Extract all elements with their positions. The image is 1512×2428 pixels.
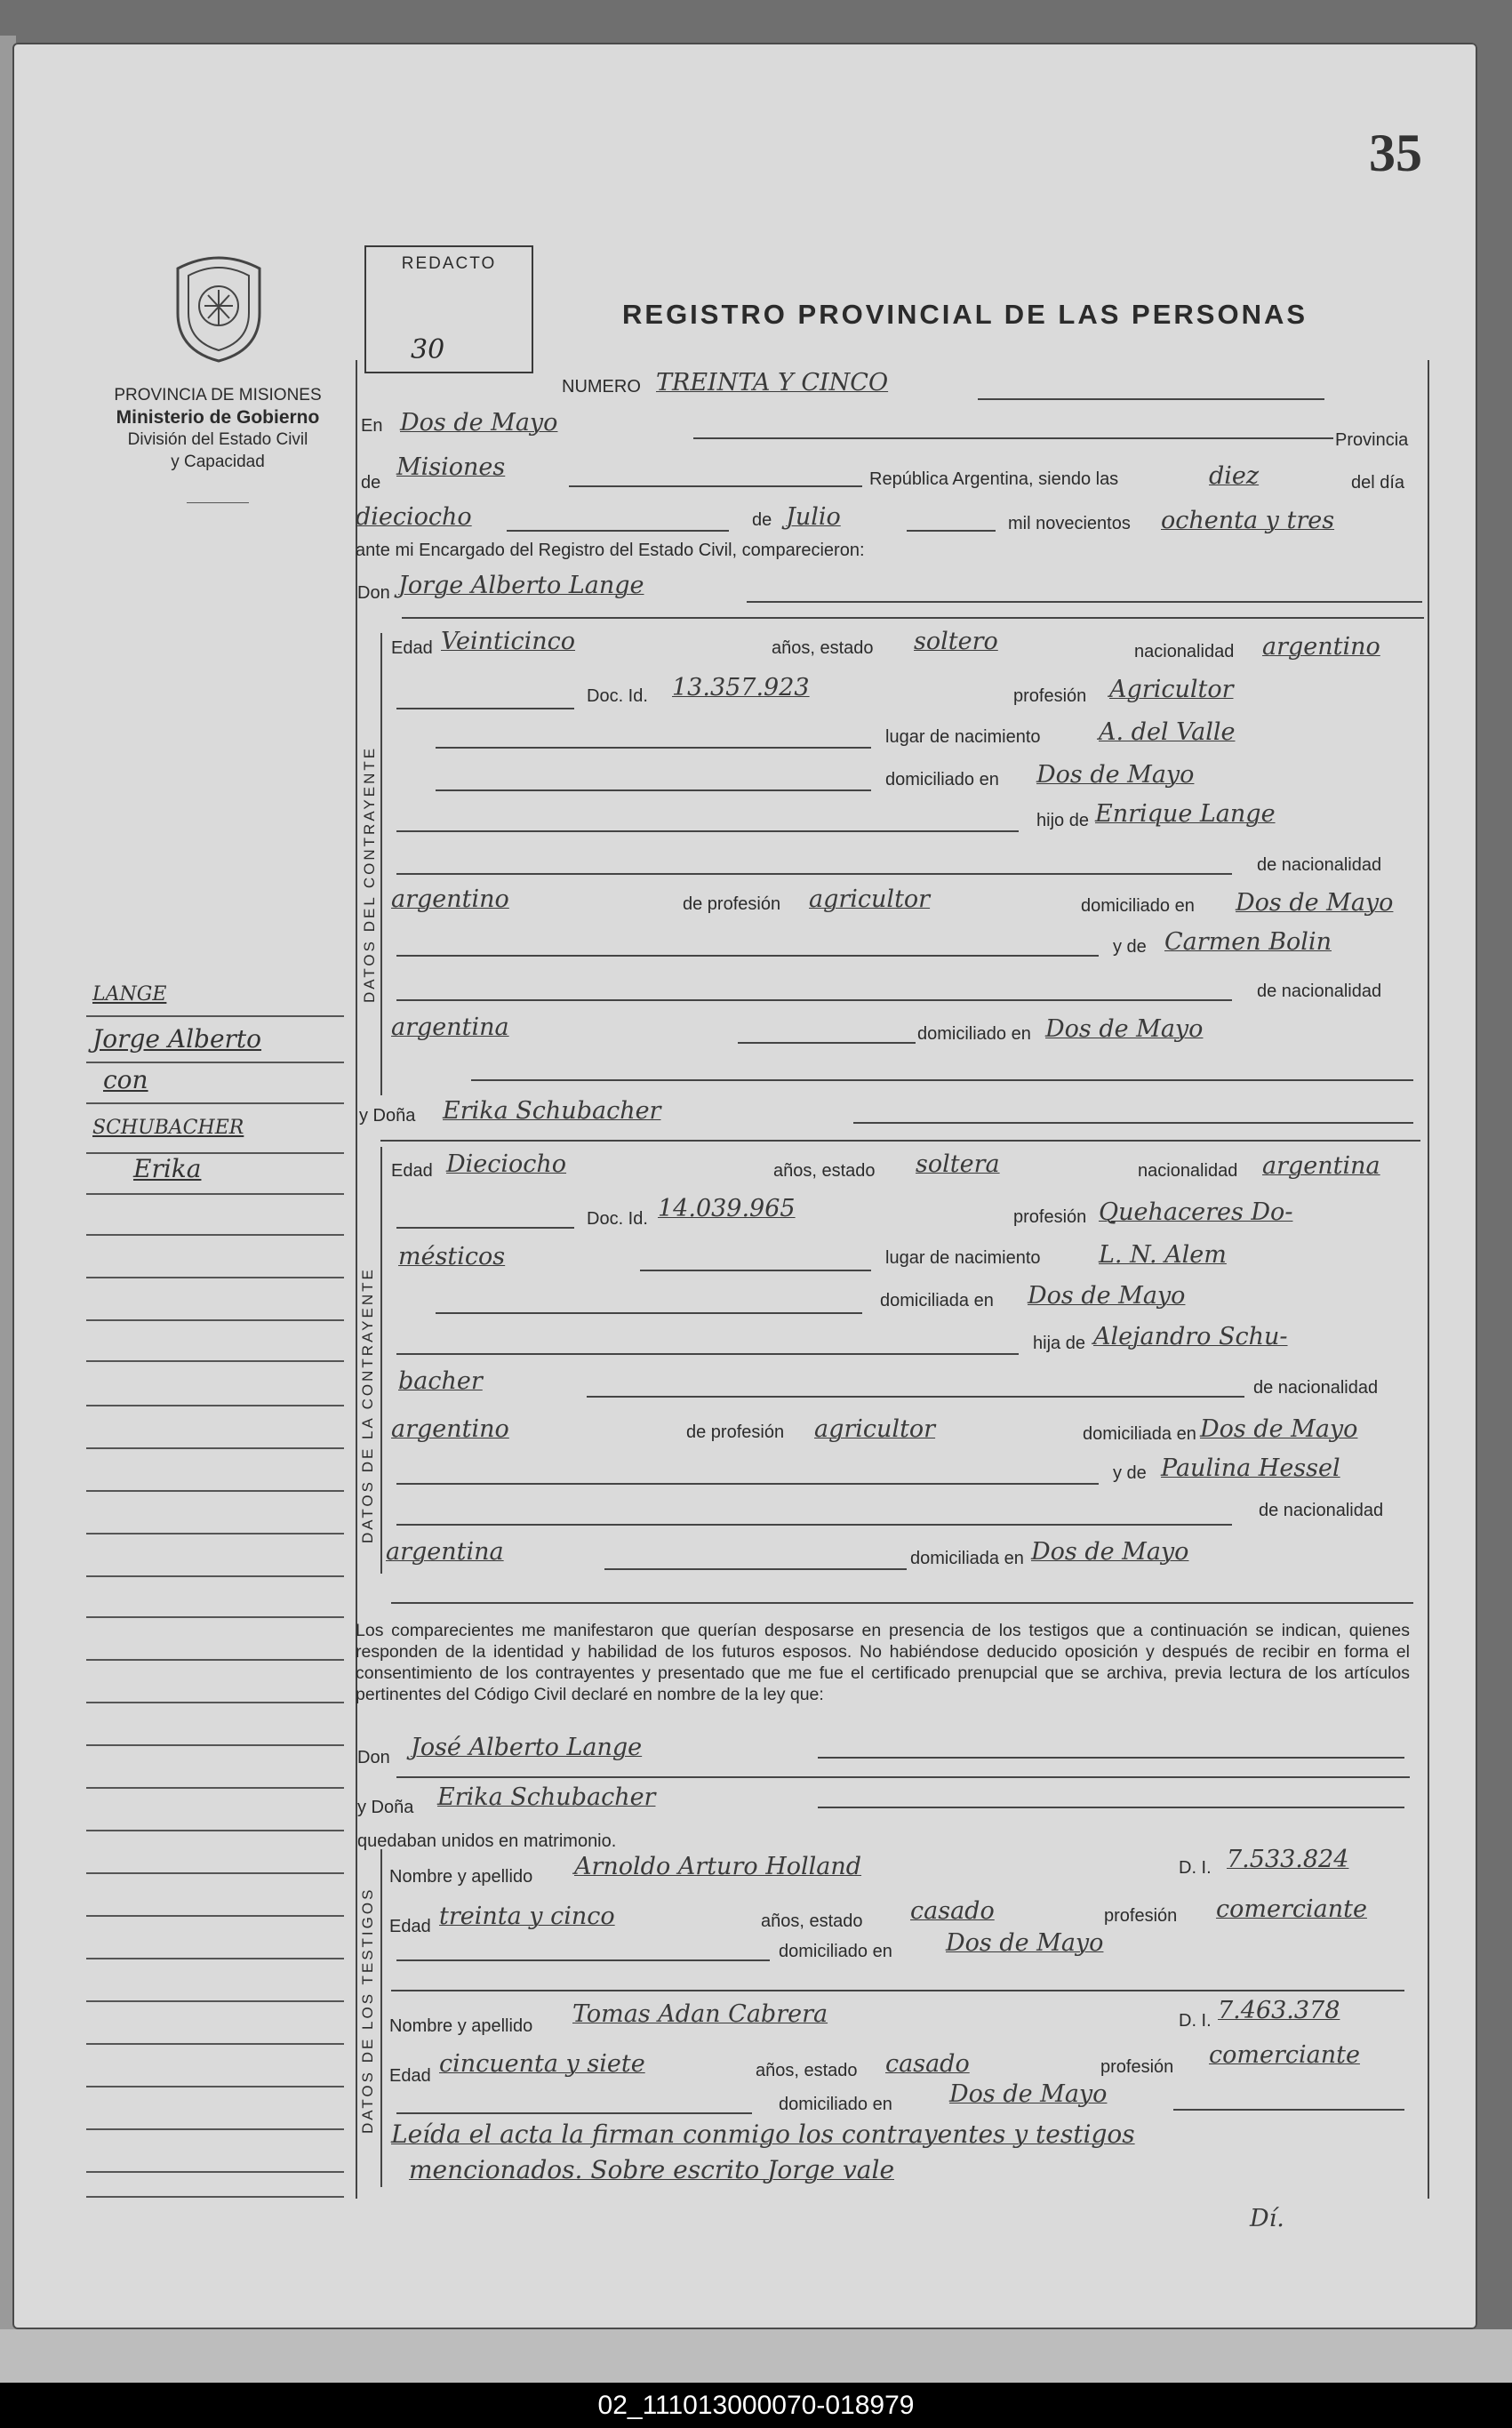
- anio-value: ochenta y tres: [1161, 507, 1335, 534]
- provincia-label: Provincia: [1335, 430, 1409, 450]
- profesion2-cont-value: mésticos: [398, 1243, 506, 1270]
- rule: [396, 1524, 1232, 1526]
- t2-estado-value: casado: [885, 2050, 970, 2078]
- rule: [693, 437, 1333, 439]
- t2-prof-label: profesión: [1100, 2057, 1174, 2077]
- rule: [818, 1807, 1404, 1808]
- padre2-prof-value: agricultor: [814, 1415, 936, 1443]
- estado-value: soltero: [914, 628, 998, 655]
- don-value: Jorge Alberto Lange: [398, 572, 644, 599]
- rule: [436, 1312, 862, 1314]
- t1-edad-label: Edad: [389, 1917, 431, 1936]
- corner-note: Dí.: [1250, 2205, 1284, 2232]
- t1-prof-value: comerciante: [1216, 1895, 1367, 1923]
- en-value: Dos de Mayo: [400, 409, 558, 437]
- t2-di-value: 7.463.378: [1218, 1997, 1340, 2024]
- madre-dom-label: domiciliado en: [917, 1024, 1031, 1044]
- nacionalidad2-label: nacionalidad: [1138, 1161, 1238, 1181]
- image-caption: 02_111013000070-018979: [0, 2383, 1512, 2428]
- madre2-nac-label: de nacionalidad: [1259, 1501, 1384, 1520]
- edad2-value: Dieciocho: [446, 1150, 567, 1178]
- padre-value: Enrique Lange: [1095, 800, 1276, 828]
- rule: [396, 1959, 770, 1961]
- provincial-seal-icon: [169, 251, 268, 363]
- section-border: [380, 1147, 382, 1574]
- division-name: División del Estado Civil: [127, 430, 308, 449]
- numero-label: NUMERO: [562, 377, 641, 397]
- lugar2-value: L. N. Alem: [1099, 1241, 1227, 1269]
- t2-nombre-value: Tomas Adan Cabrera: [572, 2000, 828, 2028]
- rule: [396, 2112, 752, 2114]
- rule: [436, 789, 871, 791]
- t1-dom-value: Dos de Mayo: [946, 1929, 1104, 1957]
- rule: [818, 1757, 1404, 1759]
- rule: [640, 1270, 871, 1271]
- nacionalidad-value: argentino: [1262, 633, 1380, 661]
- scan-background: [0, 2329, 1512, 2383]
- profesion-value: Agricultor: [1109, 676, 1234, 703]
- page-title: REGISTRO PROVINCIAL DE LAS PERSONAS: [622, 299, 1308, 330]
- t1-prof-label: profesión: [1104, 1906, 1178, 1926]
- section-border: [380, 1849, 382, 2187]
- t1-di-label: D. I.: [1179, 1858, 1212, 1878]
- rule: [747, 601, 1422, 603]
- rule: [396, 830, 1019, 832]
- republica-label: República Argentina, siendo las: [869, 469, 1119, 489]
- rule: [907, 530, 996, 532]
- edad2-label: Edad: [391, 1161, 433, 1181]
- del-dia-label: del día: [1351, 473, 1405, 493]
- nacionalidad2-value: argentina: [1262, 1152, 1380, 1180]
- doc-label: Doc. Id.: [587, 686, 648, 706]
- margin-note-2: Jorge Alberto: [92, 1024, 262, 1054]
- t2-dom-label: domiciliado en: [779, 2095, 892, 2114]
- margin-note-3: con: [103, 1065, 148, 1094]
- t2-prof-value: comerciante: [1209, 2041, 1360, 2069]
- madre2-value: Paulina Hessel: [1161, 1454, 1340, 1482]
- profesion2-label: profesión: [1013, 1207, 1087, 1227]
- redacto-box: [364, 245, 533, 373]
- rule: [396, 708, 574, 709]
- padre2-prof-label: de profesión: [686, 1422, 785, 1442]
- margin-note-4: SCHUBACHER: [92, 1117, 244, 1139]
- dona-label: y Doña: [359, 1106, 416, 1126]
- rule: [396, 873, 1232, 875]
- decl-dona-value: Erika Schubacher: [437, 1783, 656, 1811]
- padre-dom-label: domiciliado en: [1081, 896, 1195, 916]
- rule: [380, 1140, 1420, 1142]
- domicilio2-value: Dos de Mayo: [1028, 1282, 1186, 1310]
- doc2-value: 14.039.965: [658, 1195, 796, 1222]
- edad-value: Veinticinco: [441, 628, 576, 655]
- edad-label: Edad: [391, 638, 433, 658]
- dona-value: Erika Schubacher: [443, 1097, 661, 1125]
- lugar2-label: lugar de nacimiento: [885, 1248, 1041, 1268]
- madre2-nac-value: argentina: [386, 1538, 504, 1566]
- padre2-value: Alejandro Schu-: [1093, 1323, 1288, 1350]
- rule: [396, 1776, 1410, 1778]
- t2-estado-label: años, estado: [756, 2061, 858, 2080]
- form-right-border: [1428, 360, 1429, 2199]
- lugar-label: lugar de nacimiento: [885, 727, 1041, 747]
- rule: [569, 485, 862, 487]
- form-left-border: [356, 360, 357, 2199]
- rule: [738, 1042, 916, 1044]
- margin-note-5: Erika: [133, 1154, 202, 1183]
- closing-line-2: mencionados. Sobre escrito Jorge vale: [409, 2155, 895, 2184]
- domicilio2-label: domiciliada en: [880, 1291, 994, 1310]
- rule: [402, 617, 1424, 619]
- rule: [391, 1602, 1413, 1604]
- rule: [391, 1990, 1404, 1991]
- estado-label: años, estado: [772, 638, 874, 658]
- rule: [396, 1227, 574, 1229]
- madre-nac-value: argentina: [391, 1014, 509, 1041]
- rule: [587, 1396, 1244, 1398]
- lugar-value: A. del Valle: [1099, 718, 1236, 746]
- hijo-label: hijo de: [1036, 811, 1089, 830]
- numero-value: TREINTA Y CINCO: [656, 369, 889, 397]
- t2-edad-value: cincuenta y siete: [439, 2050, 645, 2078]
- decl-don-label: Don: [357, 1748, 390, 1767]
- nacionalidad-label: nacionalidad: [1134, 642, 1235, 661]
- madre-value: Carmen Bolin: [1164, 928, 1332, 956]
- rule: [507, 530, 729, 532]
- t2-nombre-label: Nombre y apellido: [389, 2016, 533, 2036]
- profesion-label: profesión: [1013, 686, 1087, 706]
- madre-dom-value: Dos de Mayo: [1045, 1015, 1204, 1043]
- padre-dom-value: Dos de Mayo: [1236, 889, 1394, 917]
- margin-note-1: LANGE: [92, 983, 167, 1006]
- redacto-value: 30: [411, 334, 445, 365]
- estado2-value: soltera: [916, 1150, 1000, 1178]
- t1-dom-label: domiciliado en: [779, 1942, 892, 1961]
- y-de2-label: y de: [1113, 1463, 1147, 1483]
- t2-di-label: D. I.: [1179, 2011, 1212, 2031]
- don-label: Don: [357, 583, 390, 603]
- rule: [471, 1079, 1413, 1081]
- rule: [396, 1483, 1099, 1485]
- t2-dom-value: Dos de Mayo: [949, 2080, 1108, 2108]
- padre-nac-value: argentino: [391, 885, 509, 913]
- t1-estado-value: casado: [910, 1897, 995, 1925]
- decl-dona-label: y Doña: [357, 1798, 414, 1817]
- contrayente2-side-label: DATOS DE LA CONTRAYENTE: [359, 1267, 376, 1543]
- profesion2-value: Quehaceres Do-: [1099, 1198, 1293, 1226]
- en-label: En: [361, 416, 383, 436]
- rule: [396, 999, 1232, 1001]
- ministry-name: Ministerio de Gobierno: [116, 407, 320, 428]
- t1-nombre-label: Nombre y apellido: [389, 1867, 533, 1887]
- rule: [1173, 2109, 1404, 2111]
- doc-value: 13.357.923: [672, 674, 810, 701]
- rule: [396, 955, 1099, 957]
- section-border: [380, 633, 382, 1095]
- padre-prof-label: de profesión: [683, 894, 781, 914]
- de-mes-label: de: [752, 510, 772, 530]
- madre2-dom-label: domiciliada en: [910, 1549, 1024, 1568]
- doc2-label: Doc. Id.: [587, 1209, 648, 1229]
- rule: [853, 1122, 1413, 1124]
- de-label: de: [361, 473, 381, 493]
- madre-nac-label: de nacionalidad: [1257, 982, 1382, 1001]
- padre2-cont-value: bacher: [398, 1367, 483, 1395]
- padre2-dom-label: domiciliada en: [1083, 1424, 1196, 1444]
- madre2-dom-value: Dos de Mayo: [1031, 1538, 1189, 1566]
- testigos-side-label: DATOS DE LOS TESTIGOS: [359, 1887, 376, 2134]
- t2-edad-label: Edad: [389, 2066, 431, 2086]
- t1-edad-value: treinta y cinco: [439, 1903, 615, 1930]
- mes-value: Julio: [786, 503, 841, 531]
- hora-value: diez: [1209, 462, 1260, 490]
- padre2-dom-value: Dos de Mayo: [1200, 1415, 1358, 1443]
- padre-nac-label: de nacionalidad: [1257, 855, 1382, 875]
- division-name-2: y Capacidad: [171, 453, 265, 471]
- declaration-text: Los comparecientes me manifestaron que querían desposarse en presencia de los testigos que a continuación se indican, quienes responden de la identidad y habilidad de los futuros esposos. No habiéndose deducido oposición y después de recibir en forma el consentimiento de los contrayentes y presentado que me fue el certificado prenupcial que se archiva, previa lectura de los artículos pertinentes del Código Civil declaré en nombre de la ley que:: [356, 1621, 1410, 1704]
- ante-label: ante mi Encargado del Registro del Estado Civil, comparecieron:: [356, 541, 865, 560]
- decl-don-value: José Alberto Lange: [411, 1734, 643, 1761]
- de-value: Misiones: [396, 453, 506, 481]
- divider: [187, 502, 249, 503]
- page-number: 35: [1369, 124, 1422, 182]
- y-de-label: y de: [1113, 937, 1147, 957]
- closing-line-1: Leída el acta la firman conmigo los contrayentes y testigos: [391, 2119, 1135, 2149]
- domicilio-value: Dos de Mayo: [1036, 761, 1195, 789]
- t1-di-value: 7.533.824: [1227, 1846, 1349, 1873]
- domicilio-label: domiciliado en: [885, 770, 999, 789]
- dia-value: dieciocho: [356, 503, 472, 531]
- rule: [978, 398, 1324, 400]
- unidos-text: quedaban unidos en matrimonio.: [357, 1831, 617, 1851]
- issuing-office: [89, 384, 347, 473]
- padre2-nac-value: argentino: [391, 1415, 509, 1443]
- padre-prof-value: agricultor: [809, 885, 931, 913]
- province-name: PROVINCIA DE MISIONES: [114, 386, 322, 405]
- t1-estado-label: años, estado: [761, 1911, 863, 1931]
- contrayente-side-label: DATOS DEL CONTRAYENTE: [361, 745, 378, 1003]
- hija-label: hija de: [1033, 1334, 1085, 1353]
- padre2-nac-label: de nacionalidad: [1253, 1378, 1379, 1398]
- mil-label: mil novecientos: [1008, 514, 1131, 533]
- estado2-label: años, estado: [773, 1161, 876, 1181]
- rule: [396, 1353, 1019, 1355]
- rule: [436, 747, 871, 749]
- redacto-label: REDACTO: [401, 254, 497, 273]
- t1-nombre-value: Arnoldo Arturo Holland: [574, 1853, 862, 1880]
- rule: [604, 1568, 907, 1570]
